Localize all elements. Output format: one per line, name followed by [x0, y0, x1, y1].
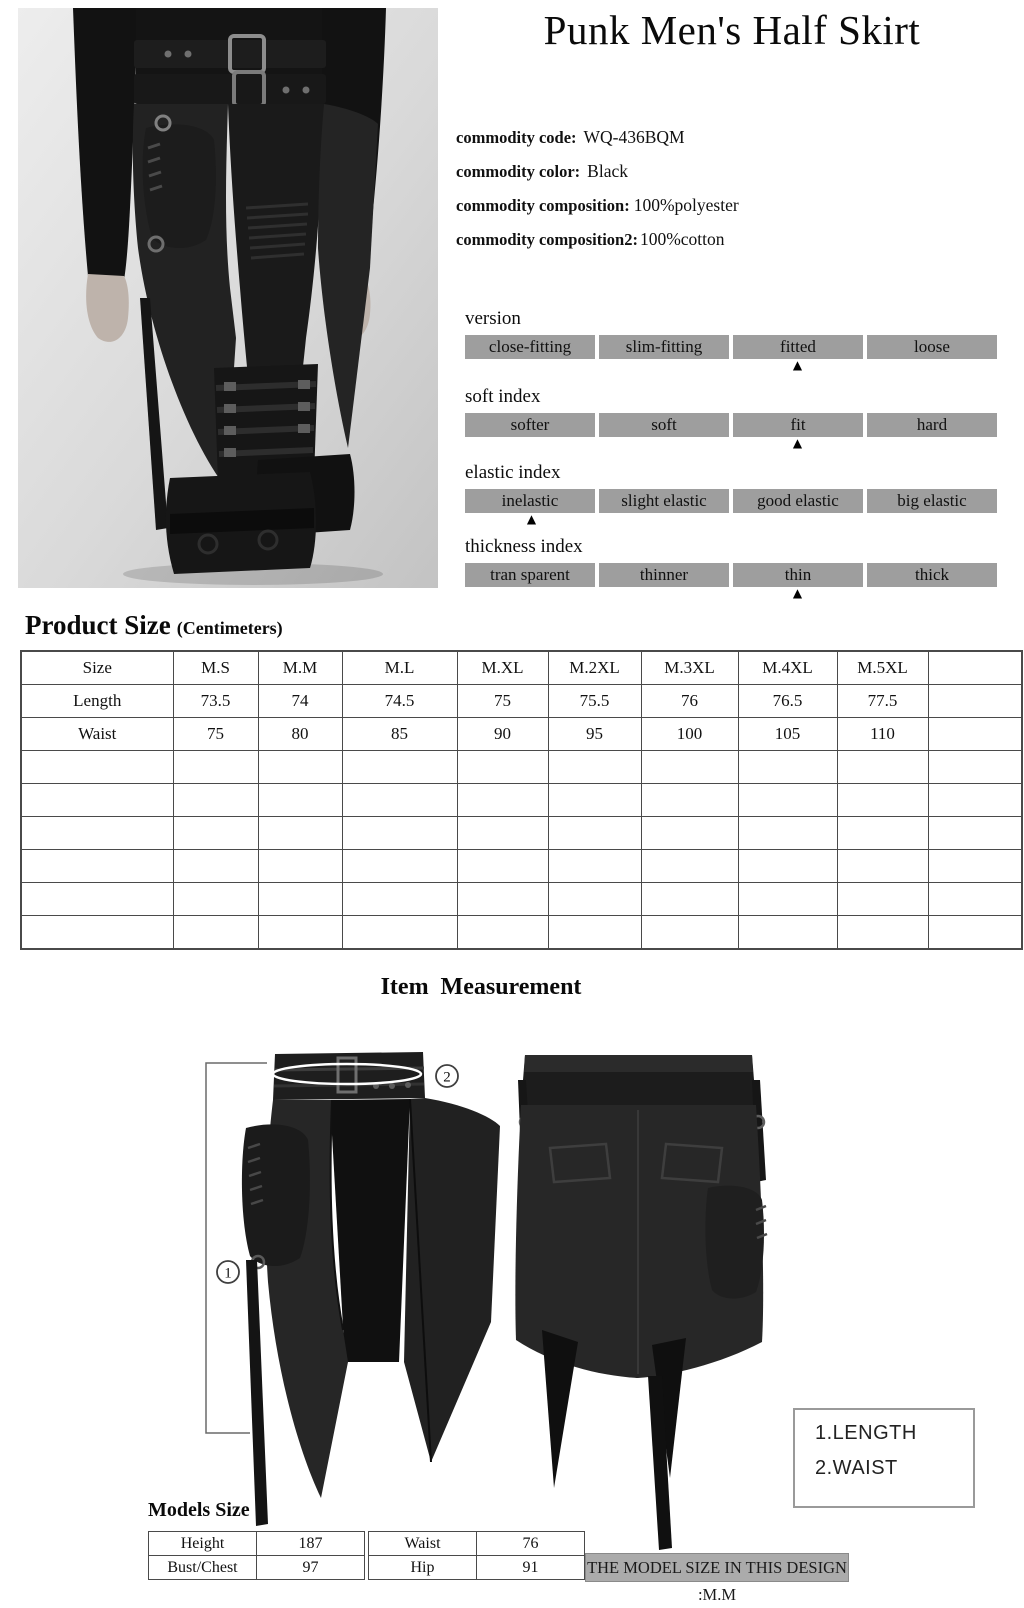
cell: 74 — [258, 685, 342, 718]
option-cell: good elastic — [733, 489, 863, 513]
cell: 75 — [457, 685, 548, 718]
row-label: Length — [21, 685, 173, 718]
empty-row — [21, 784, 1022, 817]
option-cell: big elastic — [867, 489, 997, 513]
option-cell: slight elastic — [599, 489, 729, 513]
model-size-note: THE MODEL SIZE IN THIS DESIGN :M.M — [585, 1553, 849, 1582]
empty-row — [21, 817, 1022, 850]
cell: 76 — [641, 685, 738, 718]
measurement-illustration — [180, 1030, 800, 1555]
option-cell: tran sparent — [465, 563, 595, 587]
option-cell: fit — [733, 413, 863, 437]
col-header: M.3XL — [641, 651, 738, 685]
version-section — [465, 308, 997, 374]
commodity-color-value: Black — [587, 161, 628, 181]
row-label: Bust/Chest — [149, 1556, 257, 1580]
version-options — [465, 335, 997, 359]
length-row — [21, 685, 1022, 718]
col-header: M.5XL — [837, 651, 928, 685]
option-cell: soft — [599, 413, 729, 437]
svg-text:1: 1 — [224, 1265, 232, 1282]
waist-row — [369, 1532, 585, 1556]
option-cell: close-fitting — [465, 335, 595, 359]
commodity-composition2-label: commodity composition2: — [456, 230, 638, 249]
front-view-image — [242, 1052, 500, 1526]
col-header: M.2XL — [548, 651, 641, 685]
col-header: M.4XL — [738, 651, 837, 685]
cell: 73.5 — [173, 685, 258, 718]
commodity-composition-label: commodity composition: — [456, 196, 630, 215]
elastic-index-section — [465, 462, 997, 528]
empty-row — [21, 883, 1022, 916]
models-size-table-right — [368, 1531, 585, 1580]
page-title: Punk Men's Half Skirt — [543, 7, 921, 53]
cell: 100 — [641, 718, 738, 751]
selected-marker-icon: ▲ — [792, 436, 803, 450]
col-header: M.XL — [457, 651, 548, 685]
option-cell: slim-fitting — [599, 335, 729, 359]
models-size-heading: Models Size — [148, 1499, 250, 1521]
col-header — [928, 651, 1022, 685]
option-cell: softer — [465, 413, 595, 437]
commodity-code-label: commodity code: — [456, 128, 577, 147]
cell: 75 — [173, 718, 258, 751]
svg-text:2: 2 — [443, 1069, 451, 1086]
model-photo-illustration — [18, 8, 438, 588]
models-size-table-left — [148, 1531, 365, 1580]
product-size-unit: (Centimeters) — [176, 618, 283, 638]
cell: 74.5 — [342, 685, 457, 718]
commodity-composition-line — [456, 194, 1016, 217]
commodity-composition2-value: 100%cotton — [639, 229, 725, 249]
product-size-heading — [25, 610, 283, 641]
commodity-info — [456, 126, 1016, 262]
cell: 77.5 — [837, 685, 928, 718]
cell: 97 — [257, 1556, 365, 1580]
col-header: M.M — [258, 651, 342, 685]
selected-marker-icon: ▲ — [792, 586, 803, 600]
soft-index-section — [465, 386, 997, 452]
soft-index-options — [465, 413, 997, 437]
elastic-index-label: elastic index — [465, 462, 561, 483]
option-cell: thinner — [599, 563, 729, 587]
cell: 187 — [257, 1532, 365, 1556]
legend-waist: 2.WAIST — [815, 1457, 898, 1479]
callout-1-icon — [217, 1261, 239, 1283]
legend-length: 1.LENGTH — [815, 1422, 917, 1444]
option-cell: inelastic — [465, 489, 595, 513]
empty-row — [21, 850, 1022, 883]
item-measurement-heading: Item Measurement — [380, 974, 582, 1000]
cell — [928, 685, 1022, 718]
item-measurement-figure — [180, 1030, 800, 1555]
product-size-title: Product Size — [25, 610, 171, 640]
bust-row — [149, 1556, 365, 1580]
commodity-color-line — [456, 160, 1016, 183]
callout-2-icon — [436, 1065, 458, 1087]
empty-row — [21, 751, 1022, 784]
option-cell: loose — [867, 335, 997, 359]
product-photo — [18, 8, 438, 588]
cell: 105 — [738, 718, 837, 751]
soft-index-label: soft index — [465, 386, 541, 407]
height-row — [149, 1532, 365, 1556]
cell: 75.5 — [548, 685, 641, 718]
empty-row — [21, 916, 1022, 950]
cell: 76.5 — [738, 685, 837, 718]
commodity-color-label: commodity color: — [456, 162, 581, 181]
version-label: version — [465, 308, 521, 329]
hip-row — [369, 1556, 585, 1580]
waist-row — [21, 718, 1022, 751]
cell: 80 — [258, 718, 342, 751]
size-header-row — [21, 651, 1022, 685]
back-view-image — [515, 1055, 767, 1550]
option-cell: fitted — [733, 335, 863, 359]
measurement-legend-box — [793, 1408, 975, 1508]
row-label: Height — [149, 1532, 257, 1556]
thickness-index-section — [465, 536, 997, 602]
commodity-composition2-line — [456, 228, 1016, 251]
row-label: Waist — [21, 718, 173, 751]
option-cell: thick — [867, 563, 997, 587]
row-label: Hip — [369, 1556, 477, 1580]
cell: 76 — [477, 1532, 585, 1556]
commodity-code-value: WQ-436BQM — [583, 127, 685, 147]
elastic-index-options — [465, 489, 997, 513]
cell: 91 — [477, 1556, 585, 1580]
col-header: M.S — [173, 651, 258, 685]
option-cell: thin — [733, 563, 863, 587]
selected-marker-icon: ▲ — [526, 512, 537, 526]
product-size-table — [20, 650, 1023, 950]
selected-marker-icon: ▲ — [792, 358, 803, 372]
row-label: Waist — [369, 1532, 477, 1556]
cell: 110 — [837, 718, 928, 751]
col-header: Size — [21, 651, 173, 685]
cell — [928, 718, 1022, 751]
thickness-index-options — [465, 563, 997, 587]
commodity-composition-value: 100%polyester — [633, 195, 739, 215]
col-header: M.L — [342, 651, 457, 685]
cell: 90 — [457, 718, 548, 751]
cell: 95 — [548, 718, 641, 751]
cell: 85 — [342, 718, 457, 751]
option-cell: hard — [867, 413, 997, 437]
commodity-code-line — [456, 126, 1016, 149]
thickness-index-label: thickness index — [465, 536, 583, 557]
